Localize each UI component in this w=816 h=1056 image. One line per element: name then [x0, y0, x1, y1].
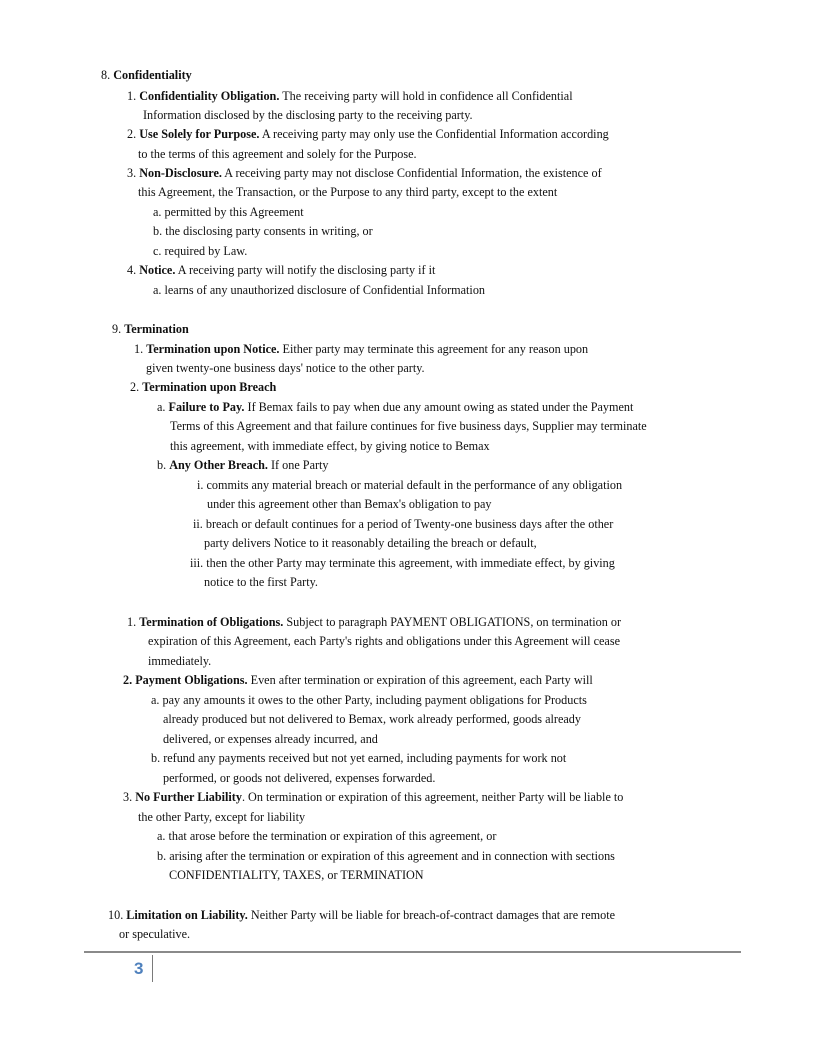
line-text: Neither Party will be liable for breach-of-contract damages that are remote — [247, 908, 615, 922]
page-number: 3 — [134, 959, 144, 978]
line-heading: Limitation on Liability. — [126, 908, 248, 922]
line-text: If Bemax fails to pay when due any amount owing as stated under the Payment — [244, 400, 634, 414]
line-text: Terms of this Agreement and that failure continues for five business days, Supplier may terminate — [170, 419, 647, 433]
document-line — [157, 398, 633, 417]
line-heading: No Further Liability — [135, 790, 242, 804]
document-line — [127, 164, 602, 183]
document-line — [170, 417, 647, 436]
document-line — [148, 632, 620, 651]
line-text: CONFIDENTIALITY, TAXES, or TERMINATION — [169, 868, 424, 882]
line-number: 3. — [127, 166, 140, 180]
document-line — [204, 573, 318, 592]
line-text: delivered, or expenses already incurred, and — [163, 732, 378, 746]
line-number: 1. — [134, 342, 147, 356]
document-line — [123, 671, 593, 690]
document-line — [127, 613, 621, 632]
line-text: b. the disclosing party consents in writing, or — [153, 224, 373, 238]
line-text: already produced but not delivered to Bemax, work already performed, goods already — [163, 712, 581, 726]
line-text: or speculative. — [119, 927, 191, 941]
document-line — [112, 320, 189, 339]
document-line — [134, 340, 588, 359]
line-text: A receiving party may only use the Confidential Information according — [259, 127, 609, 141]
line-text: ii. breach or default continues for a period of Twenty-one business days after the other — [193, 517, 614, 531]
line-text: Subject to paragraph PAYMENT OBLIGATIONS, on termination or — [283, 615, 622, 629]
line-heading: Termination upon Breach — [142, 380, 277, 394]
document-line — [101, 66, 192, 85]
document-line — [138, 183, 557, 202]
document-line — [143, 106, 473, 125]
document-line — [138, 145, 417, 164]
line-text: If one Party — [267, 458, 329, 472]
line-text: a. permitted by this Agreement — [153, 205, 304, 219]
line-text: a. pay any amounts it owes to the other Party, including payment obligations for Products — [151, 693, 587, 707]
document-line — [190, 554, 615, 573]
line-text: given twenty-one business days' notice to the other party. — [146, 361, 425, 375]
line-text: performed, or goods not delivered, expenses forwarded. — [163, 771, 436, 785]
line-text: party delivers Notice to it reasonably detailing the breach or default, — [204, 536, 537, 550]
document-line — [193, 515, 613, 534]
line-heading: Use Solely for Purpose. — [139, 127, 260, 141]
line-heading: Termination upon Notice. — [146, 342, 280, 356]
document-line — [127, 261, 435, 280]
line-text: b. refund any payments received but not yet earned, including payments for work not — [151, 751, 567, 765]
line-text: Even after termination or expiration of this agreement, each Party will — [247, 673, 593, 687]
document-line — [169, 866, 424, 885]
document-line — [151, 691, 587, 710]
line-text: . On termination or expiration of this agreement, neither Party will be liable to — [241, 790, 624, 804]
document-line — [119, 925, 190, 944]
line-number: a. — [157, 400, 169, 414]
document-line — [148, 652, 211, 671]
line-text: b. arising after the termination or expiration of this agreement and in connection with sections — [157, 849, 615, 863]
document-line — [127, 87, 573, 106]
document-line — [153, 222, 373, 241]
line-text: iii. then the other Party may terminate this agreement, with immediate effect, by giving — [190, 556, 615, 570]
line-number: 2. — [127, 127, 140, 141]
line-text: a. that arose before the termination or expiration of this agreement, or — [157, 829, 497, 843]
line-number: 1. — [127, 89, 140, 103]
line-text: a. learns of any unauthorized disclosure of Confidential Information — [153, 283, 486, 297]
line-heading: Failure to Pay. — [168, 400, 245, 414]
document-line — [127, 125, 609, 144]
document-line — [153, 281, 485, 300]
line-text: this Agreement, the Transaction, or the Purpose to any third party, except to the extent — [138, 185, 558, 199]
line-number: b. — [157, 458, 170, 472]
line-number: 4. — [127, 263, 140, 277]
line-heading: Termination of Obligations. — [139, 615, 284, 629]
line-text: the other Party, except for liability — [138, 810, 306, 824]
line-text: A receiving party may not disclose Confidential Information, the existence of — [221, 166, 602, 180]
line-text: c. required by Law. — [153, 244, 248, 258]
document-line — [170, 437, 490, 456]
document-line — [138, 808, 305, 827]
document-line — [204, 534, 537, 553]
footer-rule — [84, 951, 741, 953]
line-number: 1. — [127, 615, 140, 629]
document-line — [108, 906, 615, 925]
line-text: i. commits any material breach or material default in the performance of any obligation — [197, 478, 623, 492]
line-heading: Termination — [124, 322, 189, 336]
line-text: under this agreement other than Bemax's obligation to pay — [207, 497, 492, 511]
line-heading: Confidentiality — [113, 68, 192, 82]
line-heading: Non-Disclosure. — [139, 166, 222, 180]
document-line — [123, 788, 623, 807]
line-text: to the terms of this agreement and solely for the Purpose. — [138, 147, 417, 161]
line-text: immediately. — [148, 654, 212, 668]
document-line — [163, 710, 581, 729]
document-line — [207, 495, 491, 514]
line-text: this agreement, with immediate effect, by giving notice to Bemax — [170, 439, 490, 453]
document-line — [163, 730, 378, 749]
line-text: A receiving party will notify the disclosing party if it — [175, 263, 436, 277]
line-heading: 2. Payment Obligations. — [123, 673, 248, 687]
line-number: 3. — [123, 790, 136, 804]
document-line — [151, 749, 566, 768]
line-heading: Any Other Breach. — [169, 458, 268, 472]
document-line — [157, 827, 496, 846]
document-line — [146, 359, 425, 378]
document-line — [153, 203, 304, 222]
document-line — [153, 242, 247, 261]
line-text: Either party may terminate this agreement for any reason upon — [279, 342, 589, 356]
line-number: 10. — [108, 908, 127, 922]
document-line — [157, 847, 615, 866]
line-text: notice to the first Party. — [204, 575, 318, 589]
line-text: expiration of this Agreement, each Party's rights and obligations under this Agreement will cease — [148, 634, 620, 648]
line-text: The receiving party will hold in confidence all Confidential — [279, 89, 573, 103]
line-heading: Confidentiality Obligation. — [139, 89, 280, 103]
line-number: 8. — [101, 68, 114, 82]
document-line — [157, 456, 329, 475]
line-heading: Notice. — [139, 263, 176, 277]
line-number: 2. — [130, 380, 143, 394]
page-number-divider — [152, 955, 153, 982]
document-line — [197, 476, 622, 495]
document-line — [130, 378, 276, 397]
line-text: Information disclosed by the disclosing party to the receiving party. — [143, 108, 473, 122]
document-line — [163, 769, 435, 788]
line-number: 9. — [112, 322, 125, 336]
